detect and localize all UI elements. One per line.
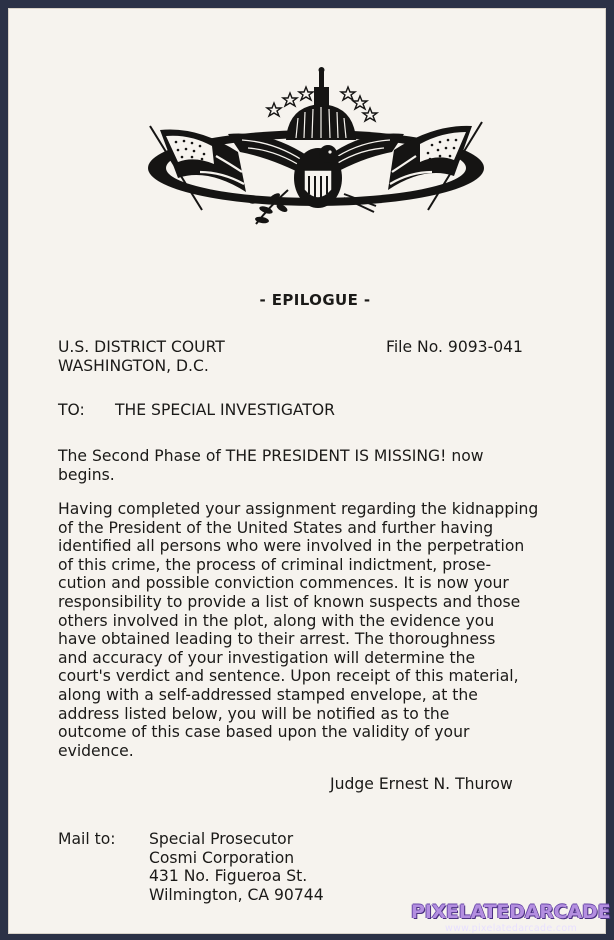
epilogue-heading: - EPILOGUE - <box>259 291 371 309</box>
paragraph-line: cution and possible conviction commences. It is now your <box>58 574 509 593</box>
court-line: WASHINGTON, D.C. <box>58 356 209 375</box>
paragraph-line: of this crime, the process of criminal indictment, prose- <box>58 555 492 574</box>
recipient: THE SPECIAL INVESTIGATOR <box>115 401 335 419</box>
body-paragraph <box>58 500 578 760</box>
paragraph-line: outcome of this case based upon the validity of your <box>58 723 470 742</box>
judge-signature: Judge Ernest N. Thurow <box>330 775 513 793</box>
address-line: Cosmi Corporation <box>149 848 295 867</box>
address-line: Special Prosecutor <box>149 830 294 848</box>
paragraph-line: evidence. <box>58 741 134 760</box>
capitol-eagle-flags-seal-icon <box>138 60 494 228</box>
paragraph-line: have obtained leading to their arrest. The thoroughness <box>58 630 496 649</box>
paragraph-line: responsibility to provide a list of known suspects and those <box>58 592 521 611</box>
paragraph-line: address listed below, you will be notified as to the <box>58 704 450 723</box>
watermark-url: www.pixelatedarcade.com <box>445 923 578 934</box>
address-line: 431 No. Figueroa St. <box>149 867 308 885</box>
paragraph-line: The Second Phase of THE PRESIDENT IS MISSING! now <box>58 447 484 465</box>
paragraph-line: and accuracy of your investigation will determine the <box>58 648 476 667</box>
paragraph-line: of the President of the United States and further having <box>58 518 494 537</box>
paragraph-line: along with a self-addressed stamped envelope, at the <box>58 685 478 704</box>
paragraph-line: others involved in the plot, along with the evidence you <box>58 611 495 630</box>
to-label: TO: <box>58 401 85 419</box>
document-body <box>8 8 606 934</box>
file-number: File No. 9093-041 <box>386 338 523 356</box>
paragraph-line: court's verdict and sentence. Upon receipt of this material, <box>58 667 519 686</box>
paragraph-line: Having completed your assignment regarding the kidnapping <box>58 500 539 518</box>
document-page <box>8 8 606 934</box>
mailing-address <box>149 830 324 904</box>
court-line: U.S. DISTRICT COURT <box>58 338 225 356</box>
intro-paragraph <box>58 447 578 484</box>
paragraph-line: identified all persons who were involved in the perpetration <box>58 537 525 556</box>
paragraph-line: begins. <box>58 465 115 484</box>
watermark-brand: PIXELATEDARCADE <box>411 901 611 923</box>
mail-to-label: Mail to: <box>58 830 116 848</box>
address-line: Wilmington, CA 90744 <box>149 885 324 904</box>
court-address <box>58 338 225 375</box>
